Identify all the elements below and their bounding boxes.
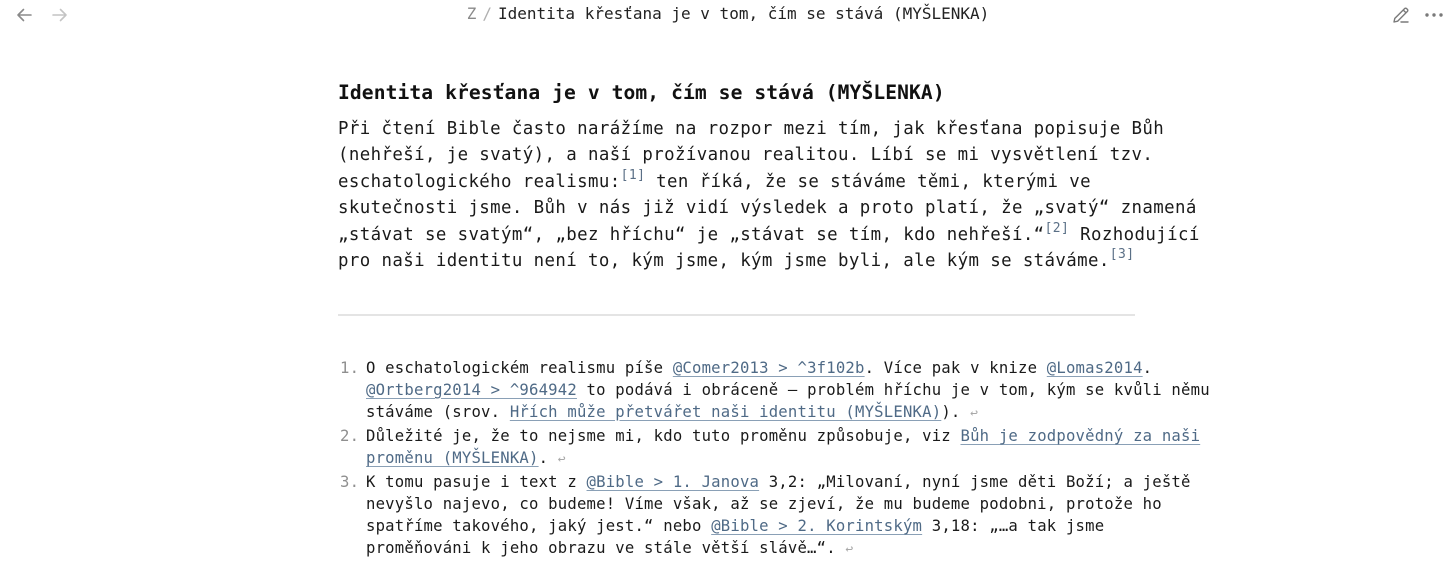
ellipsis-icon [1424, 12, 1444, 18]
footnote-ref-3[interactable]: [3] [1109, 247, 1135, 263]
link-bible-2-korintskym[interactable]: @Bible > 2. Korintským [711, 516, 923, 535]
footnote-text: . [538, 448, 549, 467]
footnote-text: . [1142, 359, 1153, 377]
footnote-line [366, 516, 1138, 538]
body-line: skutečnosti jsme. Bůh v nás již vidí výsledek a proto platí, že „svatý“ znamená [338, 198, 1197, 219]
footnote-line [366, 426, 1201, 448]
link-buh-zodpovedny-cont[interactable]: proměnu (MYŠLENKA) [366, 448, 539, 467]
footnote-item-1 [338, 358, 1210, 424]
pencil-icon [1391, 5, 1411, 25]
link-buh-zodpovedny[interactable]: Bůh je zodpovědný za naši [960, 426, 1201, 445]
footnote-line [366, 402, 1138, 425]
footnote-text: to podává i obráceně – problém hříchu je v tom, kým se kvůli němu [576, 380, 1210, 399]
footnote-ref-1[interactable]: [1] [620, 167, 646, 183]
top-bar [0, 0, 1456, 30]
link-bible-1-janova[interactable]: @Bible > 1. Janova [586, 473, 760, 492]
body-text: Rozhodující [1069, 224, 1200, 245]
breadcrumb-root[interactable]: Z [466, 4, 477, 23]
footnote-text: ). [941, 402, 961, 421]
footnote-text: spatříme takového, jaký jest.“ nebo [366, 516, 712, 535]
breadcrumb [0, 4, 1456, 24]
footnote-line [366, 358, 1153, 380]
footnote-text: stáváme (srov. [366, 402, 510, 421]
footnote-ref-2[interactable]: [2] [1044, 220, 1070, 236]
footnote-text: K tomu pasuje i text z [366, 473, 587, 492]
body-text: eschatologického realismu: [338, 171, 621, 192]
footnote-backref-3[interactable]: ↩ [845, 541, 854, 557]
arrow-left-icon [15, 6, 33, 24]
footnote-line [366, 538, 1138, 561]
body-line: (nehřeší, je svatý), a naší prožívanou realitou. Líbí se mi vysvětlení tzv. [338, 145, 1154, 166]
footnotes-divider [338, 314, 1135, 316]
footnotes-list [338, 358, 1210, 562]
body-line [338, 169, 1138, 195]
note-title: Identita křesťana je v tom, čím se stává (MYŠLENKA) [338, 81, 945, 104]
note-content [338, 80, 1200, 274]
link-comer2013[interactable]: @Comer2013 > ^3f102b [672, 359, 865, 377]
breadcrumb-current[interactable]: Identita křesťana je v tom, čím se stává (MYŠLENKA) [498, 4, 990, 23]
back-button[interactable] [13, 4, 35, 26]
footnote-text: Důležité je, že to nejsme mi, kdo tuto proměnu způsobuje, viz [366, 426, 961, 445]
footnote-backref-1[interactable]: ↩ [970, 405, 979, 421]
body-line [338, 248, 1138, 274]
note-body [338, 116, 1200, 274]
footnote-line [366, 472, 1191, 494]
footnote-text: . Více pak v knize [864, 359, 1047, 377]
footnote-text: proměňováni k jeho obrazu ve stále větší slávě…“. [366, 538, 836, 557]
footnote-item-3 [338, 472, 1191, 560]
edit-button[interactable] [1389, 3, 1413, 27]
body-text: ten říká, že se stáváme těmi, kterými ve [645, 171, 1091, 192]
link-lomas2014[interactable]: @Lomas2014 [1046, 359, 1143, 377]
link-ortberg2014[interactable]: @Ortberg2014 > ^964942 [366, 380, 577, 399]
footnote-number: 1. [340, 359, 360, 377]
body-line: Při čtení Bible často narážíme na rozpor mezi tím, jak křesťana popisuje Bůh [338, 119, 1165, 139]
breadcrumb-separator: / [482, 4, 492, 23]
body-text: „stávat se svatým“, „bez hříchu“ je „stávat se tím, kdo nehřeší.“ [338, 224, 1045, 245]
link-hrich-identita[interactable]: Hřích může přetvářet naši identitu (MYŠLENKA) [509, 402, 942, 421]
forward-button[interactable] [49, 4, 71, 26]
body-line [338, 220, 1200, 248]
footnote-text: 3,18: „…a tak jsme [922, 516, 1105, 535]
footnote-line [366, 380, 1210, 402]
arrow-right-icon [51, 6, 69, 24]
footnote-text: O eschatologickém realismu píše [366, 359, 673, 377]
footnote-number: 3. [340, 473, 360, 492]
footnote-line [366, 448, 1138, 471]
footnote-text: 3,2: „Milovaní, nyní jsme děti Boží; a ještě [759, 473, 1191, 492]
footnote-backref-2[interactable]: ↩ [557, 451, 566, 467]
body-text: pro naši identitu není to, kým jsme, kým jsme byli, ale kým se stáváme. [338, 251, 1110, 272]
footnote-item-2 [338, 426, 1201, 471]
footnote-line: nevyšlo najevo, co budeme! Víme však, až se zjeví, že mu budeme podobni, protože ho [366, 494, 1162, 513]
footnote-number: 2. [340, 426, 360, 445]
more-options-button[interactable] [1421, 3, 1447, 27]
